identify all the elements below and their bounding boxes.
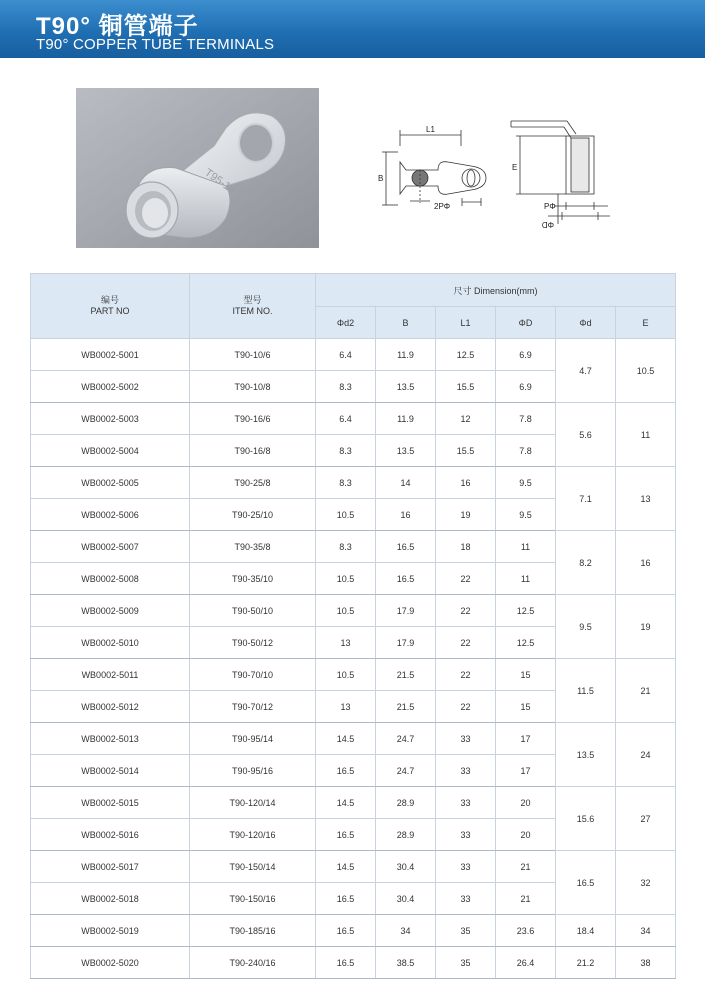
- table-row: [31, 403, 676, 435]
- cell-b: 13.5: [376, 371, 436, 403]
- title-banner: [0, 0, 705, 58]
- cell-b: 28.9: [376, 819, 436, 851]
- cell-d: 18.4: [556, 915, 616, 947]
- cell-d2: 10.5: [316, 499, 376, 531]
- cell-item: T90-185/16: [190, 915, 316, 947]
- cell-D: 15: [496, 691, 556, 723]
- cell-D: 7.8: [496, 435, 556, 467]
- cell-part: WB0002-5013: [31, 723, 190, 755]
- cell-part: WB0002-5019: [31, 915, 190, 947]
- cell-item: T90-150/16: [190, 883, 316, 915]
- spec-table-body: [31, 339, 676, 979]
- cell-D: 17: [496, 755, 556, 787]
- cell-d2: 14.5: [316, 723, 376, 755]
- cell-item: T90-120/16: [190, 819, 316, 851]
- label-e: E: [512, 163, 518, 172]
- cell-D: 11: [496, 531, 556, 563]
- cell-d: 4.7: [556, 339, 616, 403]
- dimension-drawing: [378, 108, 618, 238]
- cell-part: WB0002-5006: [31, 499, 190, 531]
- table-row: [31, 531, 676, 563]
- cell-part: WB0002-5011: [31, 659, 190, 691]
- cell-part: WB0002-5001: [31, 339, 190, 371]
- cell-d: 7.1: [556, 467, 616, 531]
- cell-d2: 16.5: [316, 819, 376, 851]
- cell-D: 9.5: [496, 499, 556, 531]
- cell-d2: 13: [316, 627, 376, 659]
- cell-b: 21.5: [376, 691, 436, 723]
- spec-table: [30, 273, 676, 979]
- cell-part: WB0002-5014: [31, 755, 190, 787]
- cell-D: 15: [496, 659, 556, 691]
- cell-item: T90-70/12: [190, 691, 316, 723]
- cell-part: WB0002-5004: [31, 435, 190, 467]
- cell-d: 16.5: [556, 851, 616, 915]
- cell-item: T90-10/8: [190, 371, 316, 403]
- cell-part: WB0002-5009: [31, 595, 190, 627]
- cell-item: T90-25/10: [190, 499, 316, 531]
- cell-item: T90-35/8: [190, 531, 316, 563]
- cell-d2: 8.3: [316, 371, 376, 403]
- cell-d: 9.5: [556, 595, 616, 659]
- cell-part: WB0002-5020: [31, 947, 190, 979]
- cell-l1: 18: [436, 531, 496, 563]
- cell-d2: 14.5: [316, 851, 376, 883]
- cell-D: 12.5: [496, 595, 556, 627]
- cell-D: 21: [496, 883, 556, 915]
- header-part-no: 编号 PART NO: [31, 274, 190, 339]
- cell-b: 14: [376, 467, 436, 499]
- cell-b: 24.7: [376, 755, 436, 787]
- cell-d2: 8.3: [316, 435, 376, 467]
- cell-d2: 6.4: [316, 403, 376, 435]
- cell-D: 20: [496, 787, 556, 819]
- cell-l1: 22: [436, 563, 496, 595]
- cell-D: 7.8: [496, 403, 556, 435]
- table-row: [31, 947, 676, 979]
- title-chinese: T90° 铜管端子: [36, 13, 199, 40]
- label-l1: L1: [426, 125, 435, 134]
- cell-d: 21.2: [556, 947, 616, 979]
- cell-l1: 35: [436, 915, 496, 947]
- cell-b: 17.9: [376, 595, 436, 627]
- cell-D: 6.9: [496, 371, 556, 403]
- cell-D: 11: [496, 563, 556, 595]
- cell-D: 20: [496, 819, 556, 851]
- cell-item: T90-50/10: [190, 595, 316, 627]
- cell-item: T90-120/14: [190, 787, 316, 819]
- header-l1: L1: [436, 307, 496, 339]
- cell-item: T90-16/6: [190, 403, 316, 435]
- label-d: ΦD: [541, 220, 554, 229]
- cell-D: 21: [496, 851, 556, 883]
- cell-l1: 22: [436, 691, 496, 723]
- header-d: Φd: [556, 307, 616, 339]
- cell-item: T90-10/6: [190, 339, 316, 371]
- cell-b: 17.9: [376, 627, 436, 659]
- cell-d: 13.5: [556, 723, 616, 787]
- product-photo: [76, 88, 319, 248]
- table-row: [31, 723, 676, 755]
- cell-l1: 33: [436, 851, 496, 883]
- cell-item: T90-70/10: [190, 659, 316, 691]
- cell-d2: 10.5: [316, 659, 376, 691]
- cell-l1: 12: [436, 403, 496, 435]
- cell-b: 16.5: [376, 563, 436, 595]
- header-item-no: 型号 ITEM NO.: [190, 274, 316, 339]
- header-D: ΦD: [496, 307, 556, 339]
- cell-part: WB0002-5018: [31, 883, 190, 915]
- cell-part: WB0002-5002: [31, 371, 190, 403]
- table-row: [31, 915, 676, 947]
- cell-l1: 16: [436, 467, 496, 499]
- cell-b: 16.5: [376, 531, 436, 563]
- cell-part: WB0002-5015: [31, 787, 190, 819]
- cell-e: 24: [616, 723, 676, 787]
- cell-e: 32: [616, 851, 676, 915]
- cell-l1: 15.5: [436, 371, 496, 403]
- cell-l1: 12.5: [436, 339, 496, 371]
- cell-l1: 15.5: [436, 435, 496, 467]
- cell-d2: 13: [316, 691, 376, 723]
- cell-b: 30.4: [376, 883, 436, 915]
- cell-item: T90-35/10: [190, 563, 316, 595]
- header-e: E: [616, 307, 676, 339]
- table-row: [31, 595, 676, 627]
- cell-l1: 22: [436, 627, 496, 659]
- cell-b: 34: [376, 915, 436, 947]
- table-row: [31, 787, 676, 819]
- cell-b: 11.9: [376, 339, 436, 371]
- cell-part: WB0002-5003: [31, 403, 190, 435]
- header-d2: Φd2: [316, 307, 376, 339]
- table-row: [31, 659, 676, 691]
- table-row: [31, 339, 676, 371]
- cell-D: 23.6: [496, 915, 556, 947]
- cell-item: T90-95/16: [190, 755, 316, 787]
- cell-D: 12.5: [496, 627, 556, 659]
- cell-l1: 22: [436, 659, 496, 691]
- cell-d: 8.2: [556, 531, 616, 595]
- cell-d: 15.6: [556, 787, 616, 851]
- cell-e: 11: [616, 403, 676, 467]
- cell-b: 28.9: [376, 787, 436, 819]
- cell-e: 27: [616, 787, 676, 851]
- label-2p: 2PΦ: [434, 202, 451, 211]
- cell-b: 21.5: [376, 659, 436, 691]
- cell-e: 10.5: [616, 339, 676, 403]
- cell-e: 21: [616, 659, 676, 723]
- cell-l1: 33: [436, 755, 496, 787]
- cell-part: WB0002-5016: [31, 819, 190, 851]
- cell-D: 26.4: [496, 947, 556, 979]
- cell-l1: 33: [436, 787, 496, 819]
- cell-d2: 16.5: [316, 947, 376, 979]
- label-b: B: [378, 174, 384, 183]
- cell-part: WB0002-5010: [31, 627, 190, 659]
- cell-part: WB0002-5008: [31, 563, 190, 595]
- table-row: [31, 467, 676, 499]
- cell-d2: 16.5: [316, 755, 376, 787]
- cell-item: T90-240/16: [190, 947, 316, 979]
- cell-item: T90-95/14: [190, 723, 316, 755]
- cell-D: 6.9: [496, 339, 556, 371]
- cell-d2: 8.3: [316, 467, 376, 499]
- cell-d2: 16.5: [316, 915, 376, 947]
- header-b: B: [376, 307, 436, 339]
- cell-e: 38: [616, 947, 676, 979]
- cell-d2: 8.3: [316, 531, 376, 563]
- table-row: [31, 851, 676, 883]
- photo-marking: T95-14: [202, 166, 238, 197]
- cell-l1: 35: [436, 947, 496, 979]
- cell-item: T90-16/8: [190, 435, 316, 467]
- title-english: T90° COPPER TUBE TERMINALS: [36, 36, 275, 53]
- cell-d2: 10.5: [316, 595, 376, 627]
- cell-d2: 6.4: [316, 339, 376, 371]
- cell-l1: 19: [436, 499, 496, 531]
- cell-e: 16: [616, 531, 676, 595]
- cell-part: WB0002-5007: [31, 531, 190, 563]
- cell-d2: 16.5: [316, 883, 376, 915]
- cell-l1: 33: [436, 819, 496, 851]
- header-dimension: 尺寸 Dimension(mm): [316, 274, 676, 307]
- cell-d2: 14.5: [316, 787, 376, 819]
- cell-b: 30.4: [376, 851, 436, 883]
- label-p: PΦ: [544, 202, 556, 211]
- cell-item: T90-50/12: [190, 627, 316, 659]
- cell-l1: 22: [436, 595, 496, 627]
- cell-e: 34: [616, 915, 676, 947]
- cell-d2: 10.5: [316, 563, 376, 595]
- cell-part: WB0002-5005: [31, 467, 190, 499]
- cell-D: 9.5: [496, 467, 556, 499]
- cell-part: WB0002-5012: [31, 691, 190, 723]
- cell-item: T90-150/14: [190, 851, 316, 883]
- cell-item: T90-25/8: [190, 467, 316, 499]
- cell-b: 11.9: [376, 403, 436, 435]
- cell-part: WB0002-5017: [31, 851, 190, 883]
- cell-d: 5.6: [556, 403, 616, 467]
- cell-D: 17: [496, 723, 556, 755]
- cell-b: 16: [376, 499, 436, 531]
- cell-b: 38.5: [376, 947, 436, 979]
- cell-e: 19: [616, 595, 676, 659]
- cell-l1: 33: [436, 723, 496, 755]
- cell-e: 13: [616, 467, 676, 531]
- cell-d: 11.5: [556, 659, 616, 723]
- cell-b: 13.5: [376, 435, 436, 467]
- cell-b: 24.7: [376, 723, 436, 755]
- cell-l1: 33: [436, 883, 496, 915]
